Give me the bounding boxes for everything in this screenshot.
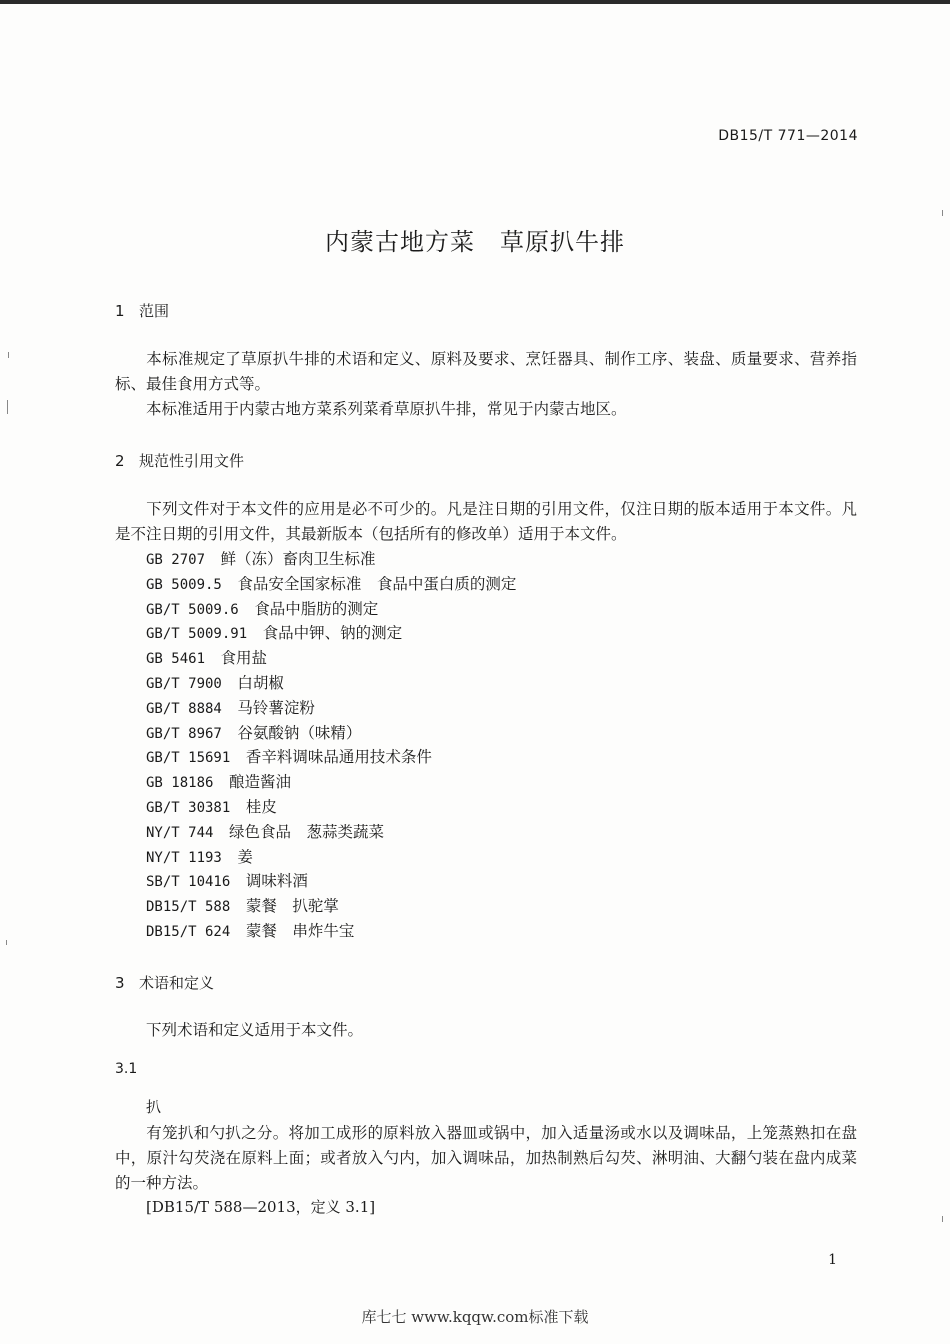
scan-speck [942,210,943,216]
reference-item [146,894,516,919]
reference-code: GB/T 5009.6 [146,601,239,618]
terms-intro [115,1018,857,1043]
reference-item [146,597,516,622]
reference-code: GB/T 5009.91 [146,626,248,643]
section-number: 2 [115,452,125,470]
section-heading-normative [115,450,244,471]
section-number: 3 [115,974,125,992]
reference-title: 桂皮 [245,797,277,816]
reference-code: GB/T 8967 [146,725,222,742]
reference-title: 蒙餐 串炸牛宝 [245,921,355,940]
reference-code: NY/T 744 [146,824,214,841]
term-definition [115,1121,857,1196]
normative-intro [115,497,857,547]
reference-code: GB/T 30381 [146,799,231,816]
reference-title: 白胡椒 [237,673,284,692]
term-heading: 扒 [146,1098,162,1116]
reference-item [146,745,516,770]
reference-item [146,820,516,845]
reference-list [146,547,516,944]
scan-speck [7,400,8,414]
page-number: 1 [828,1252,837,1268]
reference-title: 香辛料调味品通用技术条件 [245,748,432,767]
reference-code: GB/T 7900 [146,675,222,692]
scan-top-edge [0,0,950,4]
section-title: 规范性引用文件 [139,452,245,470]
reference-code: GB/T 8884 [146,700,222,717]
reference-title: 食品中脂肪的测定 [254,599,379,618]
reference-code: GB 5461 [146,651,206,668]
reference-code: GB/T 15691 [146,750,231,767]
reference-item [146,696,516,721]
reference-title: 蒙餐 扒驼掌 [245,897,339,916]
scan-speck [6,940,7,945]
reference-title: 食用盐 [220,649,268,668]
term-citation: [DB15/T 588—2013，定义 3.1] [146,1198,376,1216]
scope-paragraph-2 [115,397,857,422]
reference-title: 马铃薯淀粉 [237,698,315,717]
reference-title: 调味料酒 [245,872,308,891]
scan-speck [942,1216,943,1222]
reference-item [146,919,516,944]
reference-title: 食品中钾、钠的测定 [262,624,403,643]
reference-code: GB 18186 [146,775,214,792]
reference-item [146,795,516,820]
reference-item [146,770,516,795]
watermark-footer: 库七七 www.kqqw.com标准下载 [361,1308,589,1326]
section-heading-scope [115,300,169,321]
reference-item [146,646,516,671]
reference-item [146,621,516,646]
scope-paragraph-1 [115,347,857,397]
reference-title: 酿造酱油 [228,773,291,792]
reference-code: GB 2707 [146,552,206,568]
normative-intro-text: 下列文件对于本文件的应用是必不可少的。凡是注日期的引用文件，仅注日期的版本适用于本文件。凡是不注日期的引用文件，其最新版本（包括所有的修改单）适用于本文件。 [115,500,857,543]
scan-speck [8,352,9,358]
reference-item [146,671,516,696]
section-number: 1 [115,302,125,320]
scope-text-1: 本标准规定了草原扒牛排的术语和定义、原料及要求、烹饪器具、制作工序、装盘、质量要求、营养指标、最佳食用方式等。 [115,350,857,393]
document-title: 内蒙古地方菜 草原扒牛排 [325,228,625,256]
terms-intro-text: 下列术语和定义适用于本文件。 [146,1021,364,1039]
reference-title: 鲜（冻）畜肉卫生标准 [220,550,376,568]
reference-title: 绿色食品 葱蒜类蔬菜 [228,822,384,841]
scope-text-2: 本标准适用于内蒙古地方菜系列菜肴草原扒牛排，常见于内蒙古地区。 [146,400,627,418]
reference-code: SB/T 10416 [146,874,231,891]
reference-item [146,845,516,870]
reference-title: 姜 [237,847,253,866]
reference-code: NY/T 1193 [146,849,222,866]
reference-title: 食品安全国家标准 食品中蛋白质的测定 [237,574,517,593]
reference-title: 谷氨酸钠（味精） [237,723,362,742]
section-title: 术语和定义 [139,974,215,992]
reference-code: DB15/T 588 [146,899,231,916]
reference-code: GB 5009.5 [146,576,222,593]
section-heading-terms [115,972,214,993]
reference-item [146,869,516,894]
section-title: 范围 [139,302,170,320]
reference-item [146,572,516,597]
reference-item [146,547,516,572]
term-definition-text: 有笼扒和勺扒之分。将加工成形的原料放入器皿或锅中，加入适量汤或水以及调味品，上笼蒸熟扣在盘中，原汁勾芡浇在原料上面；或者放入勺内，加入调味品，加热制熟后勾芡、淋明油、大翻勺装在盘内成菜的一种方法。 [115,1124,857,1192]
subclause-number: 3.1 [115,1061,138,1077]
reference-code: DB15/T 624 [146,923,231,940]
standard-code: DB15/T 771—2014 [718,128,858,144]
reference-item [146,721,516,746]
